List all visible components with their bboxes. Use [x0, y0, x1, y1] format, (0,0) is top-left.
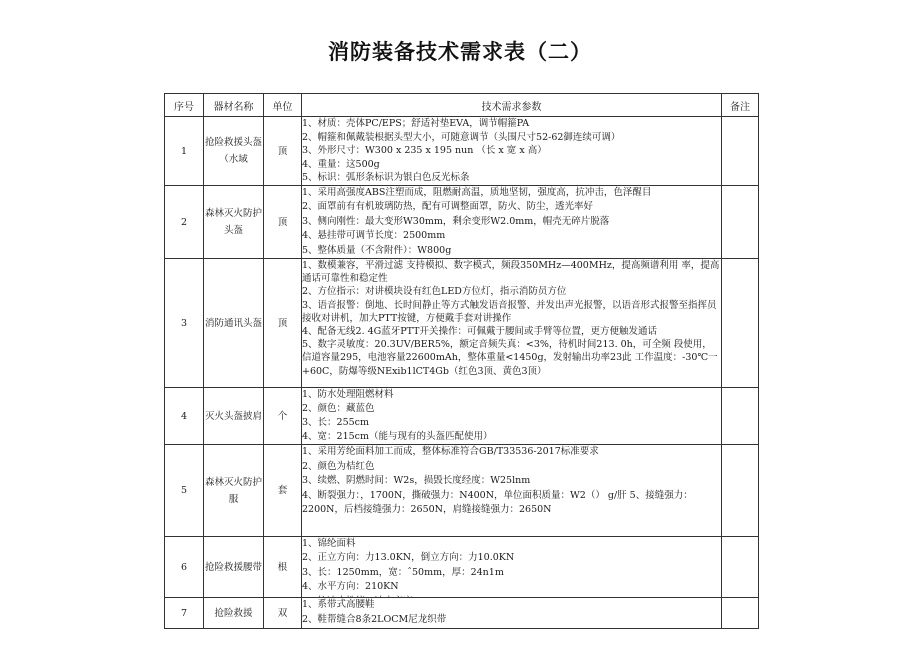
row-item-name: 森林灭火防护头盔	[204, 186, 264, 259]
row-note	[722, 117, 759, 186]
requirement-line: 1、采用芳纶面料加工而成，整体标准符合GB/T33536-2017标准要求	[302, 446, 599, 457]
row-item-name: 抢险救援	[204, 598, 264, 629]
table-row	[165, 117, 759, 186]
row-no: 3	[165, 259, 204, 388]
row-item-name: 抢险救援腰带	[204, 537, 264, 598]
table-row	[165, 537, 759, 598]
row-requirements	[302, 537, 722, 598]
row-no: 7	[165, 598, 204, 629]
row-note	[722, 598, 759, 629]
requirement-line: 2、正立方向：力13.0KN，倒立方向：力10.0KN	[302, 552, 515, 564]
requirement-line: 1、锦纶面料	[302, 538, 356, 549]
table-row	[165, 186, 759, 259]
document-title: 消防装备技术需求表（二）	[328, 40, 592, 64]
row-requirements	[302, 117, 722, 186]
row-unit: 双	[264, 598, 302, 629]
requirement-line: 3、语音报警：倒地、长时间静止等方式触发语音报警、并发出声光报警，以语音形式报警至指挥员接收对讲机，加大PTT按键，方便戴手套对讲操作	[302, 299, 717, 324]
table-row	[165, 598, 759, 629]
requirement-line: 4、重量：这500g	[302, 158, 380, 170]
table-row	[165, 259, 759, 388]
requirement-line: 5、整体质量（不含附件）：W800g	[302, 244, 452, 256]
requirement-line: 3、外形尺寸：W300 x 235 x 195 nun （长 x 宽 x 高）	[302, 145, 547, 157]
requirement-line: 2、鞋帮缝合8条2LOCM尼龙织带	[302, 613, 447, 625]
row-requirements	[302, 259, 722, 388]
requirement-line: 2、颜色：藏蓝色	[302, 403, 375, 414]
row-note	[722, 537, 759, 598]
requirement-line: 1、数模兼容，平滑过滤 支持模拟、数字模式，频段350MHz—400MHz，提高频谱利用 率，提高通话可靠性和稳定性	[302, 260, 720, 285]
requirement-line: 2、帽箍和佩戴装根据头型大小，可随意调节（头围尺寸52-62御连续可调）	[302, 131, 621, 143]
row-requirements	[302, 186, 722, 259]
row-unit: 根	[264, 537, 302, 598]
requirement-line: 1、材质：壳体PC/EPS；舒适衬垫EVA，调节帽箍PA	[302, 118, 530, 129]
row-unit: 个	[264, 388, 302, 445]
header-no: 序号	[165, 94, 204, 117]
table-row	[165, 388, 759, 445]
row-item-name: 抢险救援头盔（水域	[204, 117, 264, 186]
header-requirements: 技术需求参数	[302, 94, 722, 117]
requirement-line: 2、面罩前有有机玻璃防热，配有可调整面罩，防火、防尘，透光率好	[302, 201, 594, 213]
table-row	[165, 445, 759, 537]
requirement-line: 1、采用高强度ABS注塑而成，阻燃耐高温，质地坚韧，强度高，抗冲击，色泽醒目	[302, 187, 652, 198]
requirement-line: 3、续燃、阴燃时间：W2s，损毁长度经度：W25lnm	[302, 475, 531, 487]
row-unit: 顶	[264, 117, 302, 186]
row-unit: 顶	[264, 186, 302, 259]
requirement-line: 1、防水处理阻燃材料	[302, 389, 394, 400]
requirement-line: 4、水平方向：210KN	[302, 581, 399, 593]
row-requirements	[302, 445, 722, 537]
row-requirements	[302, 598, 722, 629]
row-item-name: 消防通讯头盔	[204, 259, 264, 388]
requirement-line: 4、宽：215cm（能与现有的头盔匹配使用）	[302, 431, 493, 442]
row-no: 6	[165, 537, 204, 598]
header-name: 器材名称	[204, 94, 264, 117]
requirement-line: 2、颜色为桔红色	[302, 460, 375, 472]
requirements-table	[164, 93, 759, 629]
row-note	[722, 259, 759, 388]
requirement-line: 4、断裂强力：，1700N，撕破强力：N400N，单位面积质量：W2（） g/肝 5、接缝强力：2200N，后档接缝强力：2650N，肩缝接缝强力：2650N	[302, 489, 693, 516]
requirement-line: 5、数字灵敏度：20.3UV/BER5%，额定音频失真：<3%，待机时间213. 0h，可全频 段使用，信道容量295，电池容量22600mAh，整体重量<1450g，发射输出功率23此 工作温度：-30℃一+60C，防爆等级NExib1lCT4Gb（红色3顶、黄色3顶）	[302, 339, 718, 377]
row-requirements	[302, 388, 722, 445]
header-unit: 单位	[264, 94, 302, 117]
row-unit: 顶	[264, 259, 302, 388]
row-unit: 套	[264, 445, 302, 537]
requirement-line: 5、标识：弧形条标识为银白色反光标条	[302, 172, 470, 184]
row-item-name: 灭火头盔披肩	[204, 388, 264, 445]
row-note	[722, 445, 759, 537]
row-note	[722, 186, 759, 259]
requirement-line: 3、长：255cm	[302, 417, 370, 428]
row-no: 4	[165, 388, 204, 445]
row-note	[722, 388, 759, 445]
requirement-line: 4、配备无线2. 4G蓝牙PTT开关操作：可佩戴于腰间或手臂等位置，更方便触发通话	[302, 326, 658, 338]
row-item-name: 森林灭火防护服	[204, 445, 264, 537]
requirement-line: 4、悬挂带可调节长度：2500mm	[302, 230, 446, 242]
row-no: 5	[165, 445, 204, 537]
row-no: 2	[165, 186, 204, 259]
header-note: 备注	[722, 94, 759, 117]
requirement-line: 2、方位指示：对讲模块设有红色LED方位灯，指示消防员方位	[302, 286, 567, 298]
requirement-line: 3、长：1250mm，宽：ˆ50mm，厚：24n1m	[302, 566, 504, 578]
table-header-row	[165, 94, 759, 117]
requirement-line: 3、侧向刚性：最大变形W30mm，剩余变形W2.0mm，帽壳无碎片脱落	[302, 215, 610, 227]
row-no: 1	[165, 117, 204, 186]
requirement-line: 1、系带式高腰鞋	[302, 599, 375, 610]
